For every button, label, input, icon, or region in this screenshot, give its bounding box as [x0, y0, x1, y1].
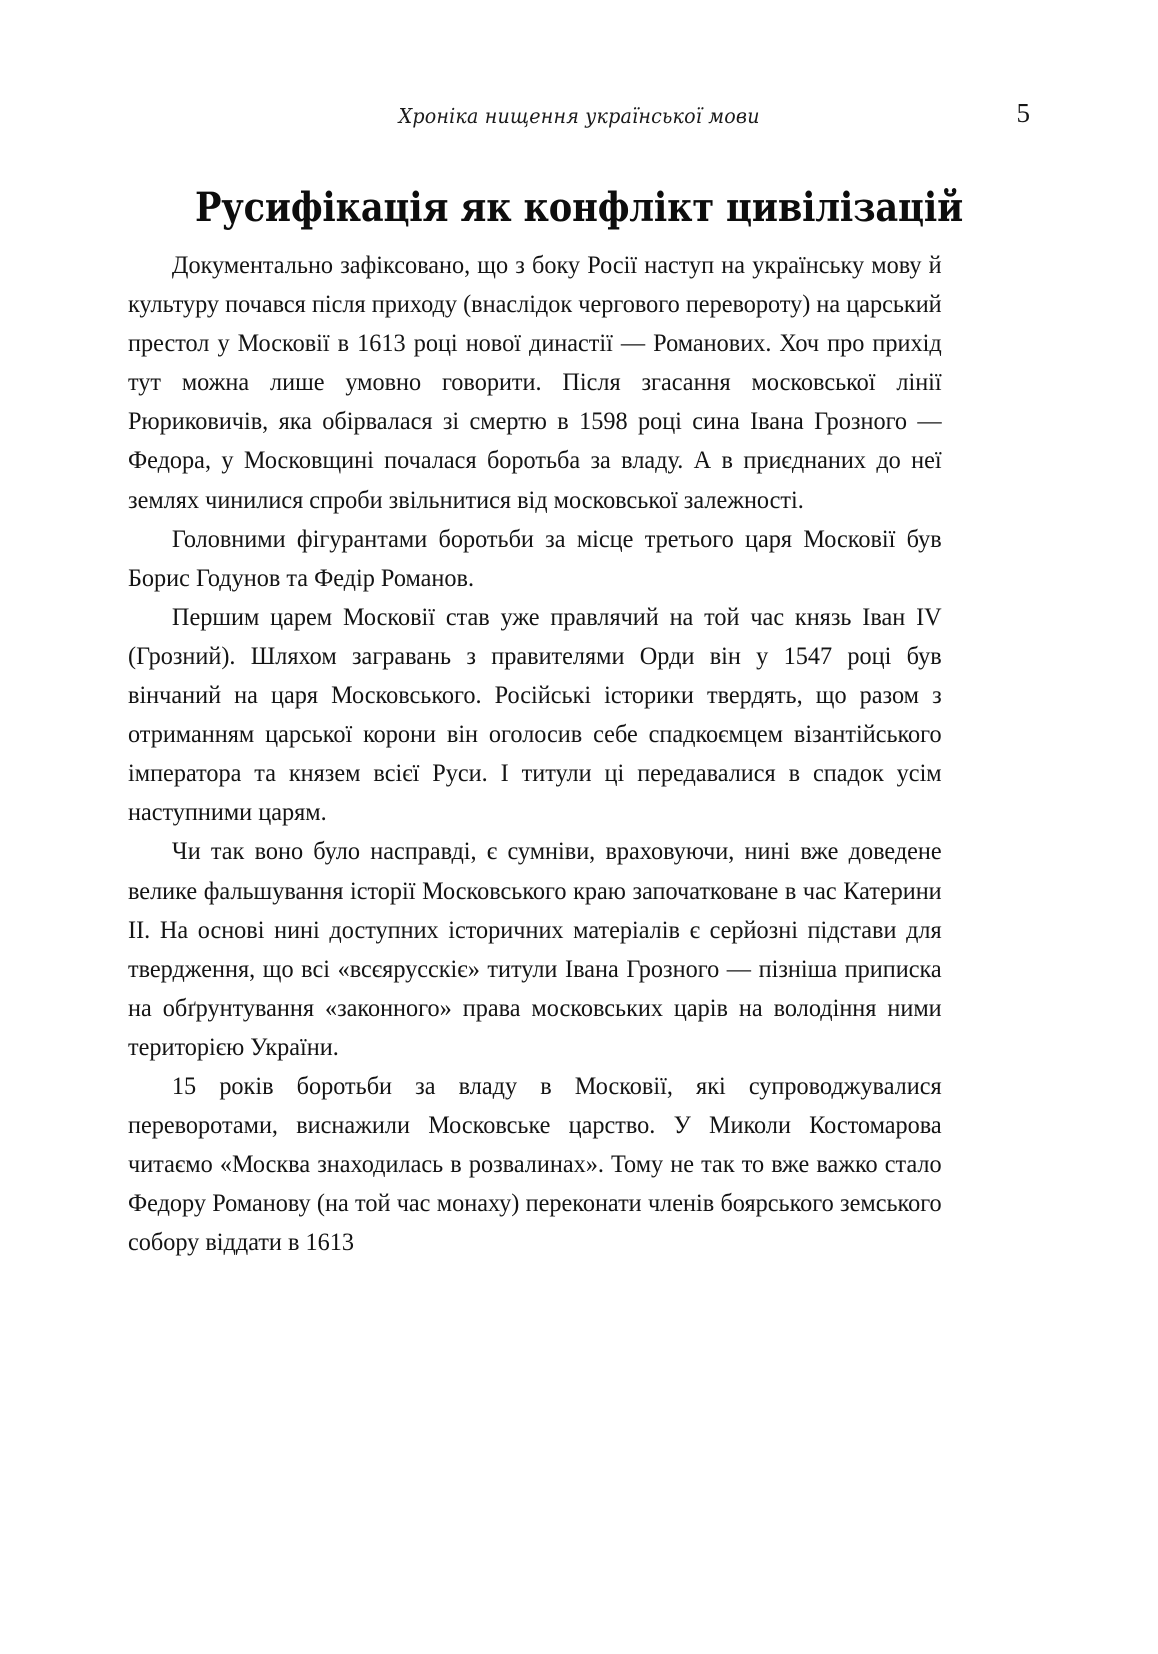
- paragraph: Першим царем Московії став уже правлячий на той час князь Іван IV (Грозний). Шляхом загравань з правителями Орди він у 1547 році був вінчаний на царя Московського. Російські історики твердять, що разом з отриманням царської корони він оголосив себе спадкоємцем візантійського імператора та князем всієї Руси. І титули ці передавалися в спадок усім наступними царям.: [128, 602, 942, 827]
- running-head: [128, 104, 1030, 138]
- body-text: [128, 246, 942, 1262]
- chapter-title: Русифікація як конфлікт цивілізацій: [194, 183, 964, 231]
- running-head-title: Хроніка нищення української мови: [398, 104, 760, 128]
- page-number: 5: [1016, 98, 1030, 128]
- paragraph: Головними фігурантами боротьби за місце третього царя Московії був Борис Годунов та Федір Романов.: [128, 524, 942, 592]
- paragraph: Документально зафіксовано, що з боку Росії наступ на українську мову й культуру почався після приходу (внаслідок чергового перевороту) на царський престол у Московії в 1613 році нової династії — Романових. Хоч про прихід тут можна лише умовно говорити. Після згасання московської лінії Рюриковичів, яка обірвалася зі смертю в 1598 році сина Івана Грозного — Федора, у Московщині почалася боротьба за владу. А в приєднаних до неї землях чинилися спроби звільнитися від московської залежності.: [128, 251, 942, 514]
- paragraph: Чи так воно було насправді, є сумніви, враховуючи, нині вже доведене велике фальшування історії Московського краю започатковане в час Катерини ІІ. На основі нині доступних історичних матеріалів є серйозні підстави для твердження, що всі «всєярусскіє» титули Івана Грозного — пізніша приписка на обґрунтування «законного» права московських царів на володіння ними територією України.: [128, 837, 942, 1061]
- paragraph: 15 років боротьби за владу в Московії, які супроводжувалися переворотами, виснажили Московське царство. У Миколи Костомарова читаємо «Москва знаходилась в розвалинах». Тому не так то вже важко стало Федору Романову (на той час монаху) переконати членів боярського земського собору віддати в 1613: [128, 1071, 942, 1257]
